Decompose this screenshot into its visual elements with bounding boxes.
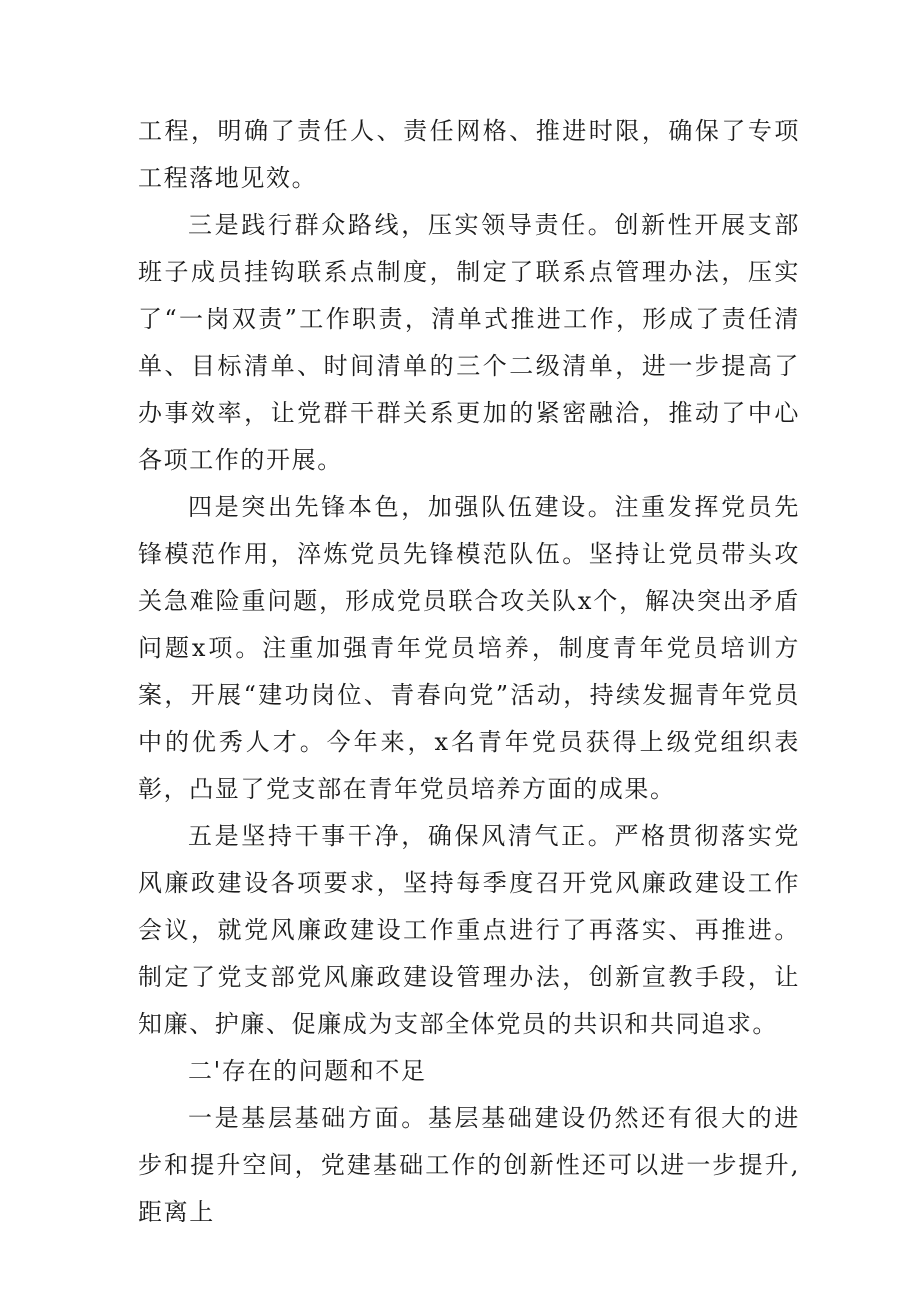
paragraph-point-four: 四是突出先锋本色，加强队伍建设。注重发挥党员先锋模范作用，淬炼党员先锋模范队伍。坚持让党员带头攻关急难险重问题，形成党员联合攻关队x个，解决突出矛盾问题x项。注重加强青年党员培养，制度青年党员培训方案，开展“建功岗位、青春向党”活动，持续发掘青年党员中的优秀人才。今年来，x名青年党员获得上级党组织表彰，凸显了党支部在青年党员培养方面的成果。 xyxy=(138,493,800,803)
paragraph-problem-one: 一是基层基础方面。基层基础建设仍然还有很大的进步和提升空间，党建基础工作的创新性还可以进一步提升,距离上 xyxy=(138,1104,800,1226)
document-body xyxy=(138,108,800,1236)
section-heading-problems: 二'存在的问题和不足 xyxy=(188,1057,427,1085)
paragraph-continuation: 工程，明确了责任人、责任网格、推进时限，确保了专项工程落地见效。 xyxy=(138,117,800,192)
paragraph-point-five: 五是坚持干事干净，确保风清气正。严格贯彻落实党风廉政建设各项要求，坚持每季度召开党风廉政建设工作会议，就党风廉政建设工作重点进行了再落实、再推进。制定了党支部党风廉政建设管理办法，创新宣教手段，让知廉、护廉、促廉成为支部全体党员的共识和共同追求。 xyxy=(138,822,800,1038)
paragraph-point-three: 三是践行群众路线，压实领导责任。创新性开展支部班子成员挂钩联系点制度，制定了联系点管理办法，压实了“一岗双责”工作职责，清单式推进工作，形成了责任清单、目标清单、时间清单的三个二级清单，进一步提高了办事效率，让党群干群关系更加的紧密融洽，推动了中心各项工作的开展。 xyxy=(138,211,800,474)
